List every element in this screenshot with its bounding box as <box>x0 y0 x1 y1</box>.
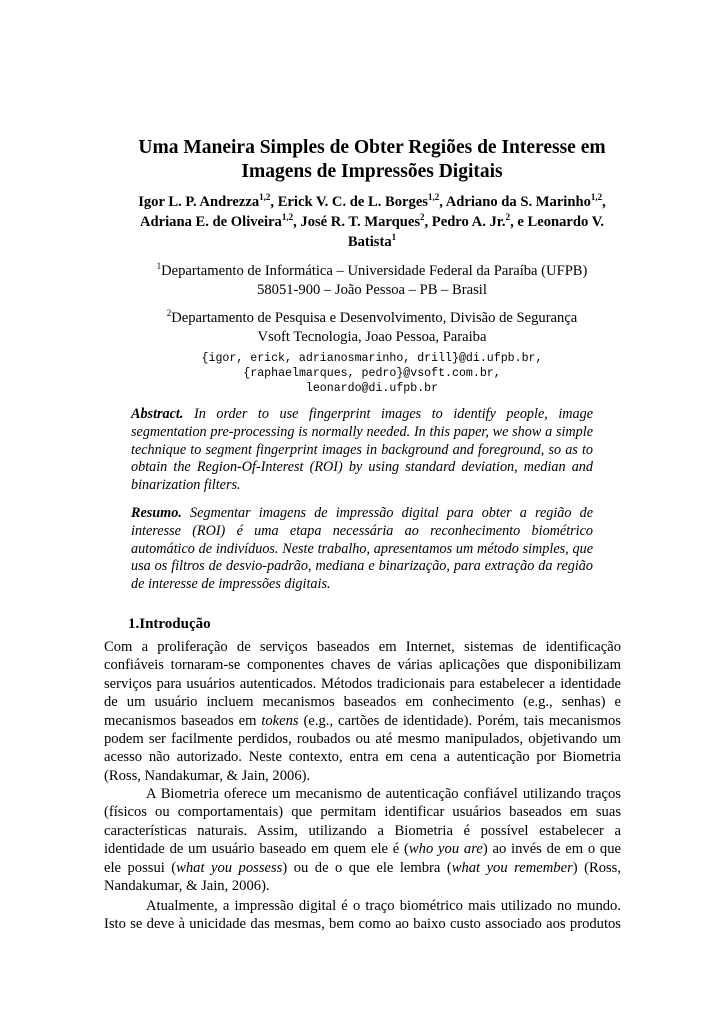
title-line-1: Uma Maneira Simples de Obter Regiões de Interesse em <box>138 137 606 158</box>
abstract-text: In order to use fingerprint images to identify people, image segmentation pre-processing is normally needed. In this paper, we show a simple technique to segment fingerprint images in background and foreground, so as to obtain the Region-Of-Interest (ROI) by using standard deviation, median and binarization filters. <box>131 406 594 494</box>
author-affiliation-mark: 1,2 <box>427 192 440 203</box>
paragraph-text: A Biometria oferece um mecanismo de autenticação confiável utilizando traços (físicos ou comportamentais) que permitam identificar usuários baseados em suas características naturais. Assim, utilizando a Biometria é possível estabelecer a identidade de um usuário baseado em quem ele é ( <box>104 786 621 858</box>
author-affiliation-mark: 1,2 <box>281 212 294 223</box>
paper-title <box>120 136 624 184</box>
email-list <box>112 351 632 396</box>
author-affiliation-mark: 2 <box>420 212 425 223</box>
author-affiliation-mark: 1,2 <box>259 192 271 203</box>
affiliation-2 <box>112 309 632 347</box>
paragraph-text: Com a proliferação de serviços baseados em Internet, sistemas de identificação confiáveis tornaram-se componentes chaves de várias aplicações que disponibilizam serviços para usuários autenticados. Métodos tradicionais para estabelecer a identidade de um usuário incluem mecanismos baseados em conhecimento (e.g., senhas) e mecanismos baseados em <box>104 639 621 729</box>
author-name: Batista <box>347 234 392 250</box>
section-heading: 1.Introdução <box>128 616 211 632</box>
paragraph-text: ) ou de o que ele lembra ( <box>282 859 452 876</box>
author-affiliation-mark: 1 <box>391 232 397 243</box>
author-name: Adriana E. de Oliveira <box>139 214 282 230</box>
author-list <box>112 192 632 252</box>
abstract-label: Abstract. <box>131 406 184 422</box>
italic-term: tokens <box>261 712 299 729</box>
email-line-2: {raphaelmarques, pedro}@vsoft.com.br, <box>243 367 501 380</box>
resumo-text: Segmentar imagens de impressão digital para obter a região de interesse (ROI) é uma etapa necessária ao reconhecimento biométrico automático de indivíduos. Neste trabalho, apresentamos um método simples, que usa os filtros de desvio-padrão, mediana e binarização, para extração da região de interesse de impressões digitais. <box>131 505 593 593</box>
author-name: , Pedro A. Jr. <box>424 214 506 230</box>
affiliation-mark: 1 <box>156 261 162 272</box>
author-separator: , <box>602 194 606 210</box>
title-line-2: Imagens de Impressões Digitais <box>241 161 503 182</box>
italic-term: who you are <box>408 841 483 858</box>
italic-term: what you possess <box>176 859 283 876</box>
affiliation-1-address: 58051-900 – João Pessoa – PB – Brasil <box>257 282 487 298</box>
affiliation-1 <box>112 262 632 300</box>
italic-term: what you remember <box>451 859 573 876</box>
author-line-3 <box>112 232 632 252</box>
body-paragraph-3: Atualmente, a impressão digital é o traço biométrico mais utilizado no mundo. Isto se deve à unicidade das mesmas, bem como ao baixo custo associado aos produtos <box>104 898 621 933</box>
affiliation-1-name: Departamento de Informática – Universidade Federal da Paraíba (UFPB) <box>161 263 588 279</box>
author-line-2 <box>112 212 632 232</box>
body-paragraph-2 <box>104 785 621 895</box>
author-name: , e Leonardo V. <box>510 214 605 230</box>
resumo-label: Resumo. <box>131 505 182 521</box>
paragraph-text: (e.g., cartões de identidade). Porém, tais mecanismos podem ser facilmente perdidos, roubados ou até mesmo manipulados, objetivando um acesso não autorizado. Neste contexto, entra em cena a autenticação por Biometria (Ross, Nandakumar, & Jain, 2006). <box>104 712 621 784</box>
email-line-1: {igor, erick, adrianosmarinho, drill}@di.ufpb.br, <box>201 352 543 365</box>
author-name: Igor L. P. Andrezza <box>138 194 260 210</box>
abstract-block <box>131 406 593 495</box>
paragraph-text: ) (Ross, Nandakumar, & Jain, 2006). <box>104 859 622 895</box>
affiliation-2-line-1 <box>112 309 632 328</box>
author-line-1 <box>112 192 632 212</box>
body-paragraph-1 <box>104 638 621 785</box>
affiliation-mark: 2 <box>166 308 172 319</box>
paragraph-text: ) ao invés de em o que ele possui ( <box>104 841 622 876</box>
author-name: , Adriano da S. Marinho <box>439 194 591 210</box>
affiliation-2-name: Departamento de Pesquisa e Desenvolvimento, Divisão de Segurança <box>171 310 578 326</box>
author-name: , José R. T. Marques <box>293 214 420 230</box>
author-affiliation-mark: 1,2 <box>590 192 603 203</box>
author-name: , Erick V. C. de L. Borges <box>270 194 428 210</box>
resumo-block <box>131 505 593 594</box>
email-line-3: leonardo@di.ufpb.br <box>305 382 439 395</box>
author-affiliation-mark: 2 <box>505 212 511 223</box>
affiliation-1-line-1 <box>112 262 632 281</box>
affiliation-2-address: Vsoft Tecnologia, Joao Pessoa, Paraiba <box>257 329 487 345</box>
